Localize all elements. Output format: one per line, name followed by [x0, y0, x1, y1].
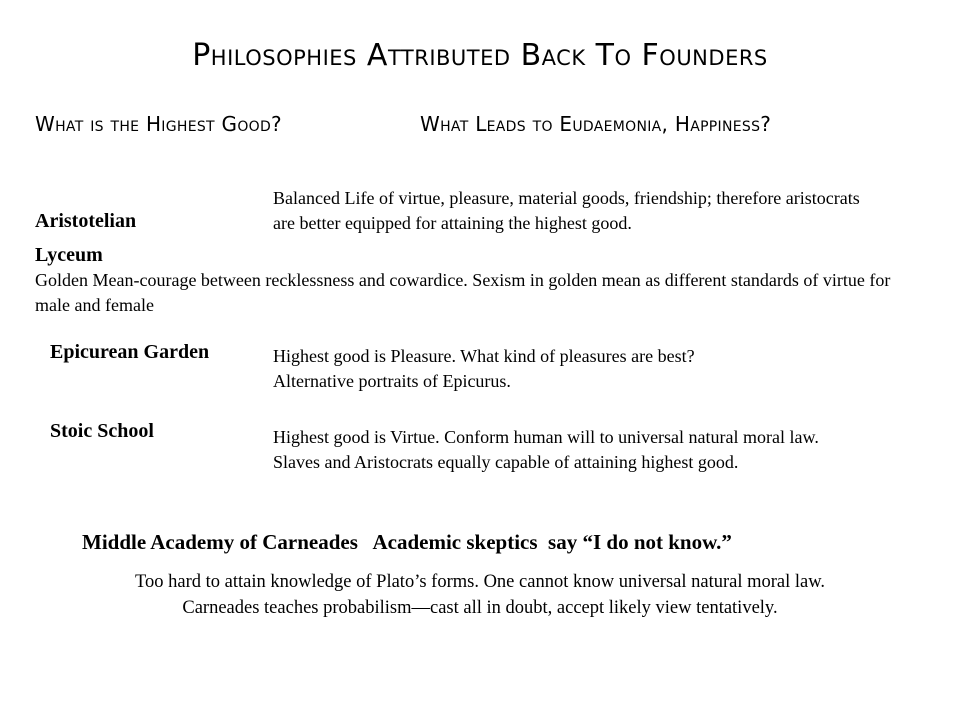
aristotelian-description: Balanced Life of virtue, pleasure, material goods, friendship; therefore aristocrats are better equipped for attaining the highest good. [273, 188, 860, 233]
carneades-line-2: Carneades teaches probabilism—cast all in doubt, accept likely view tentatively. [182, 598, 778, 618]
epicurean-description: Highest good is Pleasure. What kind of pleasures are best? Alternative portraits of Epicurus. [273, 346, 695, 391]
question-highest-good: What is the Highest Good? [35, 112, 282, 136]
slide-title: Philosophies Attributed Back To Founders [192, 38, 768, 73]
epicurean-label: Epicurean Garden [50, 341, 210, 363]
aristotelian-label: Aristotelian [35, 210, 137, 232]
stoic-description: Highest good is Virtue. Conform human will to universal natural moral law. Slaves and Aristocrats equally capable of attaining highest good. [273, 427, 819, 472]
stoic-label: Stoic School [50, 420, 154, 442]
lyceum-label: Lyceum [35, 244, 103, 266]
carneades-heading: Middle Academy of Carneades Academic skeptics say “I do not know.” [82, 530, 732, 554]
question-eudaemonia: What Leads to Eudaemonia, Happiness? [420, 112, 772, 136]
golden-mean-text: Golden Mean-courage between recklessness and cowardice. Sexism in golden mean as different standards of virtue for male and female [35, 270, 891, 315]
carneades-line-1: Too hard to attain knowledge of Plato’s forms. One cannot know universal natural moral law. [134, 572, 826, 592]
